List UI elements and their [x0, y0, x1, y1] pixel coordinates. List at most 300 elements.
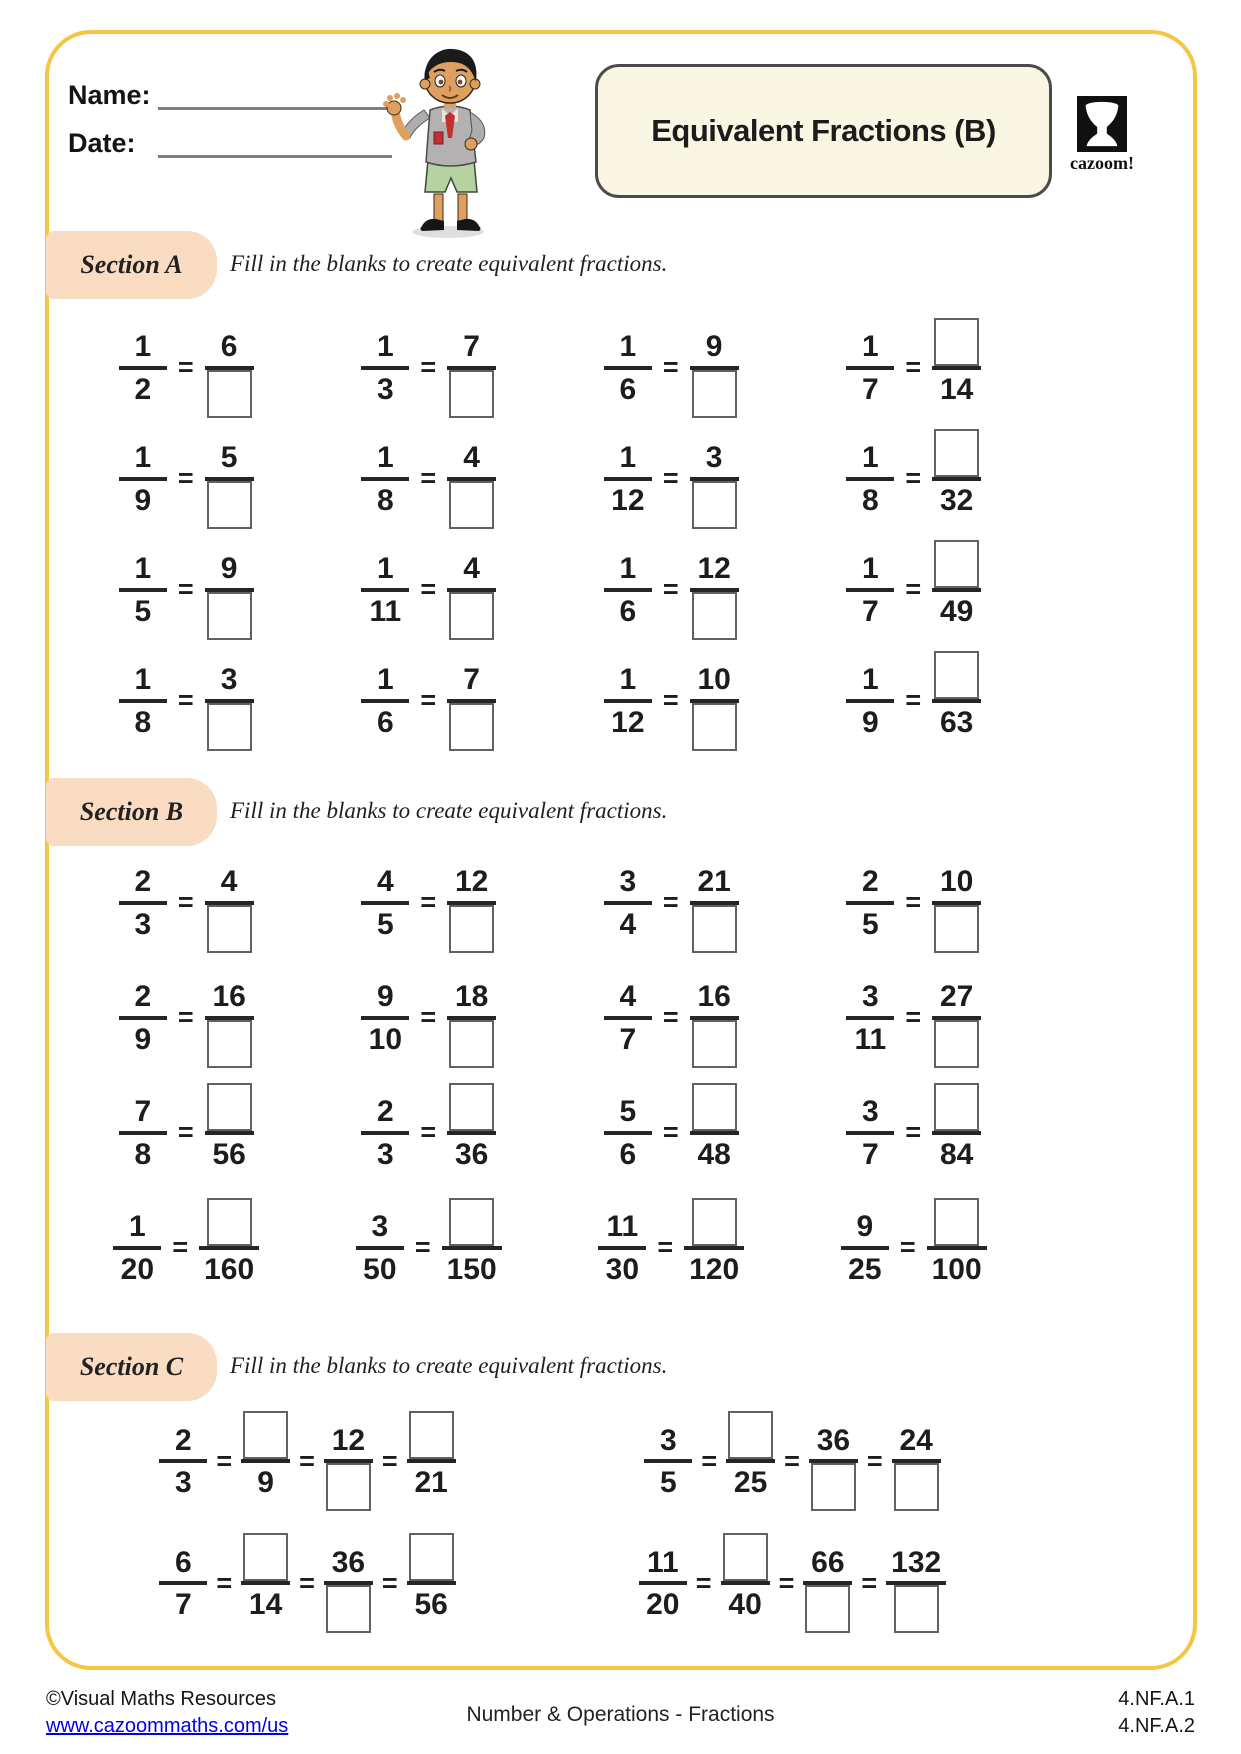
- denominator-slot: [644, 1463, 692, 1514]
- fraction: [361, 537, 409, 643]
- answer-box[interactable]: [207, 1083, 252, 1131]
- answer-box[interactable]: [692, 703, 737, 751]
- denominator-slot: [205, 905, 254, 956]
- fraction-problem: [598, 1195, 744, 1301]
- equals-sign: =: [899, 1232, 916, 1262]
- fraction-problem: [604, 1080, 739, 1186]
- fraction-problem: [604, 850, 739, 956]
- fraction-denominator: 12: [611, 705, 645, 739]
- fraction-numerator: 1: [619, 441, 637, 474]
- equals-sign: =: [177, 887, 194, 917]
- answer-box[interactable]: [409, 1533, 454, 1581]
- answer-box[interactable]: [692, 905, 737, 953]
- denominator-slot: [447, 905, 496, 956]
- numerator-slot: [205, 850, 253, 901]
- answer-box[interactable]: [934, 651, 979, 699]
- answer-box[interactable]: [449, 1083, 494, 1131]
- numerator-slot: [241, 1408, 290, 1459]
- fraction-denominator: 150: [446, 1252, 497, 1286]
- fraction-problem: [119, 850, 254, 956]
- fraction: [447, 315, 496, 421]
- fraction: [407, 1408, 456, 1514]
- answer-box[interactable]: [449, 592, 494, 640]
- fraction: [205, 965, 254, 1071]
- answer-box[interactable]: [207, 1020, 252, 1068]
- denominator-slot: [242, 1585, 290, 1636]
- fraction-numerator: 2: [134, 980, 152, 1013]
- fraction-denominator: 11: [854, 1022, 887, 1056]
- fraction: [932, 648, 981, 754]
- fraction-denominator: 3: [174, 1466, 192, 1499]
- denominator-slot: [159, 1463, 207, 1514]
- denominator-slot: [684, 1250, 744, 1301]
- numerator-slot: [932, 537, 981, 588]
- cazoom-logo: [1058, 96, 1146, 174]
- numerator-slot: [932, 648, 981, 699]
- fraction: [361, 850, 409, 956]
- fraction: [846, 537, 894, 643]
- equals-sign: =: [861, 1567, 878, 1598]
- denominator-slot: [119, 703, 167, 754]
- denominator-slot: [448, 1135, 496, 1186]
- denominator-slot: [598, 1250, 646, 1301]
- fraction-numerator: 3: [619, 865, 637, 898]
- fraction: [846, 426, 894, 532]
- fraction-denominator: 5: [862, 907, 879, 941]
- answer-box[interactable]: [207, 905, 252, 953]
- numerator-slot: [361, 537, 409, 588]
- answer-box[interactable]: [326, 1463, 371, 1511]
- fraction-numerator: 18: [454, 980, 489, 1013]
- answer-box[interactable]: [934, 905, 979, 953]
- denominator-slot: [205, 703, 254, 754]
- numerator-slot: [690, 315, 738, 366]
- fraction: [205, 850, 254, 956]
- fraction-numerator: 9: [377, 980, 394, 1013]
- fraction-denominator: 20: [646, 1588, 680, 1621]
- fraction: [205, 1080, 254, 1186]
- denominator-slot: [846, 370, 894, 421]
- answer-box[interactable]: [449, 481, 494, 529]
- equals-sign: =: [784, 1445, 800, 1476]
- equals-sign: =: [381, 1567, 398, 1598]
- numerator-slot: [846, 315, 894, 366]
- numerator-slot: [205, 1195, 254, 1246]
- cazoom-website-link[interactable]: www.cazoommaths.com/us: [46, 1715, 289, 1737]
- answer-box[interactable]: [692, 1198, 737, 1246]
- fraction-denominator: 56: [414, 1588, 448, 1621]
- answer-box[interactable]: [449, 370, 494, 418]
- fraction-numerator: 16: [697, 980, 731, 1013]
- denominator-slot: [199, 1250, 259, 1301]
- fraction-problem: [604, 965, 739, 1071]
- numerator-slot: [690, 1080, 739, 1131]
- numerator-slot: [448, 315, 496, 366]
- numerator-slot: [846, 537, 894, 588]
- fraction: [361, 648, 409, 754]
- fraction: [846, 850, 894, 956]
- numerator-slot: [119, 648, 167, 699]
- denominator-slot: [690, 592, 739, 643]
- answer-box[interactable]: [728, 1411, 773, 1459]
- fraction-denominator: 63: [939, 705, 974, 739]
- fraction-problem: [846, 315, 981, 421]
- fraction: [119, 426, 167, 532]
- fraction-numerator: 7: [463, 663, 480, 696]
- fraction-denominator: 4: [619, 907, 637, 941]
- footer-category: Number & Operations - Fractions: [466, 1703, 775, 1726]
- fraction-numerator: 2: [134, 865, 152, 898]
- equals-sign: =: [420, 685, 437, 715]
- answer-box[interactable]: [449, 905, 494, 953]
- fraction: [447, 537, 496, 643]
- denominator-slot: [809, 1463, 858, 1514]
- answer-box[interactable]: [449, 703, 494, 751]
- fraction-numerator: 2: [174, 1423, 192, 1457]
- equals-sign: =: [420, 352, 437, 382]
- denominator-slot: [841, 1250, 889, 1301]
- numerator-slot: [159, 1408, 207, 1459]
- denominator-slot: [690, 370, 739, 421]
- answer-box[interactable]: [934, 318, 979, 366]
- answer-box[interactable]: [692, 592, 737, 640]
- answer-box[interactable]: [894, 1585, 939, 1633]
- fraction-numerator: 1: [377, 552, 394, 585]
- equals-sign: =: [662, 352, 679, 382]
- answer-box[interactable]: [243, 1411, 288, 1459]
- fraction-numerator: 3: [862, 980, 879, 1013]
- answer-box[interactable]: [326, 1585, 371, 1633]
- denominator-slot: [846, 1135, 894, 1186]
- fraction-problem: [119, 537, 254, 643]
- section-c-problems: [65, 1400, 1035, 1644]
- denominator-slot: [690, 905, 739, 956]
- equals-sign: =: [701, 1445, 718, 1476]
- fraction: [846, 315, 894, 421]
- fraction-numerator: 4: [377, 865, 394, 898]
- denominator-slot: [927, 1250, 987, 1301]
- denominator-slot: [447, 370, 496, 421]
- numerator-slot: [324, 1408, 372, 1459]
- denominator-slot: [846, 703, 894, 754]
- equals-sign: =: [662, 685, 679, 715]
- fraction-problem: [361, 850, 496, 956]
- fraction-numerator: 21: [697, 865, 731, 898]
- answer-box[interactable]: [934, 1083, 979, 1131]
- answer-box[interactable]: [207, 370, 252, 418]
- fraction-numerator: 10: [697, 663, 731, 696]
- denominator-slot: [604, 1135, 652, 1186]
- fraction: [159, 1408, 207, 1514]
- fraction-denominator: 3: [377, 372, 394, 406]
- fraction-problem: [846, 850, 981, 956]
- fraction-problem: [841, 1195, 987, 1301]
- denominator-slot: [205, 592, 254, 643]
- fraction: [690, 850, 739, 956]
- denominator-slot: [639, 1585, 687, 1636]
- numerator-slot: [604, 1080, 652, 1131]
- fraction-numerator: 2: [377, 1095, 394, 1128]
- worksheet-title-box: [595, 64, 1052, 198]
- numerator-slot: [361, 648, 409, 699]
- fraction-numerator: 36: [816, 1423, 851, 1457]
- answer-box[interactable]: [207, 1198, 252, 1246]
- numerator-slot: [361, 315, 409, 366]
- equals-sign: =: [420, 1117, 437, 1147]
- fraction-denominator: 3: [377, 1137, 394, 1171]
- fraction-problem: [159, 1408, 455, 1514]
- fraction: [447, 965, 496, 1071]
- denominator-slot: [361, 905, 409, 956]
- equals-sign: =: [662, 1002, 679, 1032]
- fraction-numerator: 1: [862, 330, 879, 363]
- fraction-denominator: 56: [212, 1137, 246, 1171]
- fraction-numerator: 132: [891, 1545, 942, 1579]
- answer-box[interactable]: [207, 481, 252, 529]
- fraction: [598, 1195, 646, 1301]
- fraction: [119, 648, 167, 754]
- fraction-problem: [361, 426, 496, 532]
- fraction: [119, 315, 167, 421]
- name-input-line[interactable]: [158, 107, 392, 110]
- fraction-numerator: 1: [134, 330, 152, 363]
- denominator-slot: [846, 1020, 894, 1071]
- fraction-problem: [361, 648, 496, 754]
- fraction-numerator: 1: [862, 552, 879, 585]
- fraction-denominator: 25: [848, 1252, 882, 1286]
- denominator-slot: [407, 1463, 455, 1514]
- numerator-slot: [721, 1530, 770, 1581]
- fraction-denominator: 12: [611, 483, 645, 517]
- standard-code-1: 4.NF.A.1: [1118, 1688, 1195, 1710]
- equals-sign: =: [177, 574, 194, 604]
- numerator-slot: [241, 1530, 290, 1581]
- fraction-numerator: 4: [220, 865, 238, 898]
- fraction-denominator: 48: [697, 1137, 731, 1171]
- fraction-problem: [639, 1530, 946, 1636]
- name-label: Name:: [68, 80, 151, 110]
- equals-sign: =: [414, 1232, 431, 1262]
- fraction: [447, 426, 496, 532]
- numerator-slot: [846, 1080, 894, 1131]
- fraction-denominator: 8: [134, 705, 152, 739]
- fraction-numerator: 3: [659, 1423, 677, 1457]
- equals-sign: =: [420, 574, 437, 604]
- denominator-slot: [933, 1135, 981, 1186]
- section-b-instruction: Fill in the blanks to create equivalent fractions.: [230, 798, 668, 823]
- denominator-slot: [690, 1020, 739, 1071]
- fraction: [846, 1080, 894, 1186]
- date-input-line[interactable]: [158, 155, 392, 158]
- fraction: [604, 648, 652, 754]
- answer-box[interactable]: [243, 1533, 288, 1581]
- numerator-slot: [690, 1195, 739, 1246]
- answer-box[interactable]: [894, 1463, 939, 1511]
- denominator-slot: [119, 1135, 167, 1186]
- fraction-numerator: 2: [862, 865, 879, 898]
- fraction: [846, 648, 894, 754]
- denominator-slot: [324, 1463, 373, 1514]
- equals-sign: =: [905, 352, 922, 382]
- denominator-slot: [727, 1463, 775, 1514]
- denominator-slot: [113, 1250, 161, 1301]
- fraction-numerator: 27: [939, 980, 974, 1013]
- fraction-denominator: 120: [689, 1252, 740, 1286]
- fraction-numerator: 3: [705, 441, 723, 474]
- fraction: [159, 1530, 207, 1636]
- answer-box[interactable]: [934, 540, 979, 588]
- fraction-problem: [846, 537, 981, 643]
- denominator-slot: [846, 481, 894, 532]
- denominator-slot: [933, 370, 981, 421]
- equals-sign: =: [778, 1567, 795, 1598]
- fraction-problem: [644, 1408, 940, 1514]
- fraction-numerator: 6: [220, 330, 238, 363]
- fraction-numerator: 16: [212, 980, 246, 1013]
- answer-box[interactable]: [692, 1020, 737, 1068]
- denominator-slot: [447, 481, 496, 532]
- fraction-denominator: 6: [619, 1137, 637, 1171]
- fraction-problem: [119, 648, 254, 754]
- numerator-slot: [205, 965, 253, 1016]
- answer-box[interactable]: [692, 370, 737, 418]
- fraction-denominator: 9: [134, 1022, 152, 1056]
- fraction: [690, 648, 739, 754]
- fraction-denominator: 5: [377, 907, 394, 941]
- fraction-denominator: 21: [414, 1466, 448, 1499]
- numerator-slot: [932, 426, 981, 477]
- answer-box[interactable]: [692, 1083, 737, 1131]
- fraction-numerator: 4: [463, 441, 480, 474]
- numerator-slot: [690, 426, 738, 477]
- fraction-denominator: 9: [134, 483, 152, 517]
- answer-box[interactable]: [934, 429, 979, 477]
- fraction-problem: [361, 315, 496, 421]
- fraction: [932, 965, 981, 1071]
- fraction-denominator: 40: [728, 1588, 762, 1621]
- djembe-drum-icon: [1077, 96, 1127, 152]
- numerator-slot: [604, 315, 652, 366]
- numerator-slot: [690, 850, 738, 901]
- answer-box[interactable]: [207, 703, 252, 751]
- fraction: [205, 648, 254, 754]
- numerator-slot: [846, 648, 894, 699]
- fraction-numerator: 1: [377, 663, 394, 696]
- denominator-slot: [604, 703, 652, 754]
- answer-box[interactable]: [934, 1020, 979, 1068]
- fraction-numerator: 4: [619, 980, 637, 1013]
- numerator-slot: [932, 1195, 981, 1246]
- fraction: [604, 426, 652, 532]
- answer-box[interactable]: [409, 1411, 454, 1459]
- answer-box[interactable]: [449, 1198, 494, 1246]
- fraction-numerator: 7: [134, 1095, 152, 1128]
- numerator-slot: [448, 850, 496, 901]
- denominator-slot: [447, 703, 496, 754]
- numerator-slot: [159, 1530, 207, 1581]
- fraction-denominator: 30: [605, 1252, 640, 1286]
- fraction: [241, 1530, 290, 1636]
- fraction: [356, 1195, 404, 1301]
- denominator-slot: [604, 481, 652, 532]
- answer-box[interactable]: [811, 1463, 856, 1511]
- fraction: [442, 1195, 502, 1301]
- standard-code-2: 4.NF.A.2: [1118, 1715, 1195, 1737]
- equals-sign: =: [905, 685, 922, 715]
- fraction-denominator: 32: [939, 483, 974, 517]
- fraction-numerator: 10: [939, 865, 974, 898]
- fraction-numerator: 36: [331, 1545, 366, 1579]
- fraction: [886, 1530, 946, 1636]
- fraction-problem: [604, 315, 739, 421]
- denominator-slot: [690, 703, 739, 754]
- answer-box[interactable]: [934, 1198, 979, 1246]
- numerator-slot: [447, 1080, 496, 1131]
- fraction-denominator: 3: [134, 907, 152, 941]
- numerator-slot: [639, 1530, 687, 1581]
- answer-box[interactable]: [805, 1585, 850, 1633]
- fraction-problem: [846, 1080, 981, 1186]
- fraction: [361, 965, 409, 1071]
- answer-box[interactable]: [692, 481, 737, 529]
- fraction-problem: [119, 965, 254, 1071]
- equals-sign: =: [420, 1002, 437, 1032]
- fraction-denominator: 8: [377, 483, 394, 517]
- fraction: [407, 1530, 456, 1636]
- fraction-numerator: 1: [862, 441, 879, 474]
- fraction: [892, 1408, 941, 1514]
- denominator-slot: [604, 592, 652, 643]
- fraction-numerator: 3: [371, 1210, 389, 1243]
- numerator-slot: [119, 315, 167, 366]
- numerator-slot: [448, 648, 496, 699]
- numerator-slot: [113, 1195, 161, 1246]
- denominator-slot: [932, 905, 981, 956]
- equals-sign: =: [177, 1117, 194, 1147]
- section-b-problems: [65, 845, 1035, 1305]
- equals-sign: =: [177, 463, 194, 493]
- fraction: [119, 1080, 167, 1186]
- equals-sign: =: [420, 463, 437, 493]
- equals-sign: =: [299, 1445, 315, 1476]
- fraction-denominator: 8: [134, 1137, 152, 1171]
- denominator-slot: [205, 481, 254, 532]
- fraction-problem: [604, 537, 739, 643]
- answer-box[interactable]: [207, 592, 252, 640]
- fraction-numerator: 1: [377, 330, 394, 363]
- fraction: [604, 965, 652, 1071]
- fraction: [690, 537, 739, 643]
- fraction-denominator: 84: [939, 1137, 974, 1171]
- fraction-denominator: 5: [659, 1466, 677, 1499]
- denominator-slot: [361, 592, 409, 643]
- numerator-slot: [604, 850, 652, 901]
- fraction: [639, 1530, 687, 1636]
- numerator-slot: [841, 1195, 889, 1246]
- numerator-slot: [205, 537, 253, 588]
- fraction-numerator: 1: [134, 441, 152, 474]
- numerator-slot: [846, 965, 894, 1016]
- fraction: [604, 1080, 652, 1186]
- fraction-denominator: 49: [939, 594, 974, 628]
- page-title: Equivalent Fractions (B): [651, 113, 996, 148]
- answer-box[interactable]: [723, 1533, 768, 1581]
- answer-box[interactable]: [449, 1020, 494, 1068]
- equals-sign: =: [662, 574, 679, 604]
- fraction-numerator: 3: [862, 1095, 879, 1128]
- denominator-slot: [933, 481, 981, 532]
- denominator-slot: [690, 481, 739, 532]
